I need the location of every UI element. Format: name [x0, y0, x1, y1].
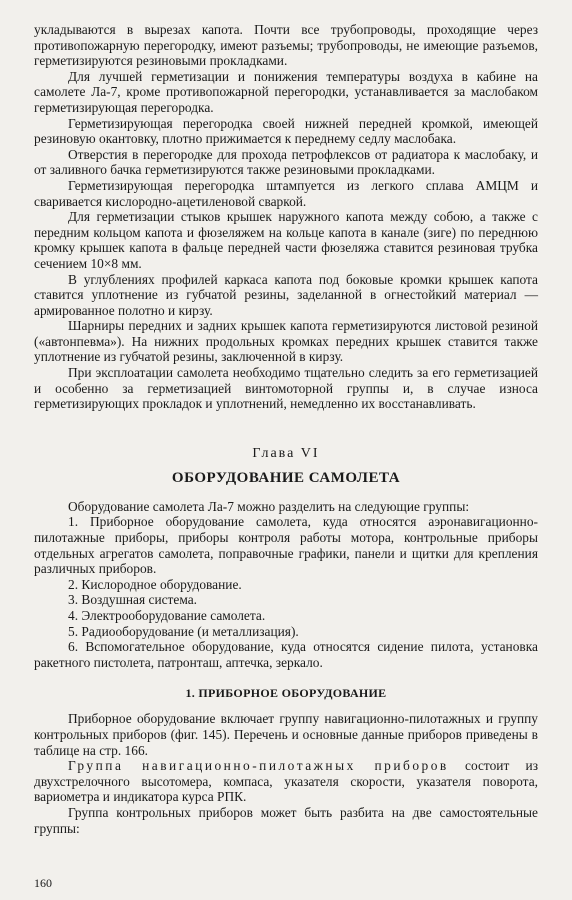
section-paragraph	[34, 758, 538, 805]
paragraph: При эксплоатации самолета необходимо тщательно следить за его герметизацией и особенно за герметизацией винтомоторной группы и, в случае износа герметизирующих прокладок и уплотнений, немедленно их восстанавливать.	[34, 365, 538, 412]
list-item: 1. Приборное оборудование самолета, куда относятся аэронавигационно-пилотажные приборы, приборы контроля работы мотора, контрольные приборы отдельных агрегатов самолета, поправочные графики, панели и щитки для крепления различных приборов.	[34, 514, 538, 577]
chapter-title: ОБОРУДОВАНИЕ САМОЛЕТА	[171, 469, 401, 486]
equipment-list	[34, 514, 538, 670]
list-item: 2. Кислородное оборудование.	[68, 576, 242, 592]
spaced-emphasis: Группа навигационно-пилотажных приборов	[68, 758, 449, 774]
list-item: 5. Радиооборудование (и металлизация).	[68, 623, 299, 639]
paragraph-text: состоит из двухстрелочного высотомера, компаса, указателя скорости, указателя поворота, вариометра и индикатора курса РПК.	[34, 758, 538, 805]
paragraph: В углублениях профилей каркаса капота под боковые кромки крышек капота ставится уплотнение из губчатой резины, заделанной в огнестойкий материал — армированное полотно и кирзу.	[34, 271, 538, 318]
paragraph: укладываются в вырезах капота. Почти все трубопроводы, проходящие через противопожарную перегородку, имеют разъемы; трубопроводы, не имеющие разъемов, герметизируются резиновыми прокладками.	[34, 22, 538, 69]
intro-paragraph: Оборудование самолета Ла-7 можно разделить на следующие группы:	[68, 498, 470, 514]
section-paragraph: Приборное оборудование включает группу навигационно-пилотажных и группу контрольных приборов (фиг. 145). Перечень и основные данные приборов приведены в таблице на стр. 166.	[34, 711, 538, 758]
paragraph: Для герметизации стыков крышек наружного капота между собою, а также с передним кольцом капота и фюзеляжем на кольце капота в канале (зиге) по переднюю кромку крышек капота в фальце передней части фюзеляжа ставится резиновая трубка сечением 10×8 мм.	[34, 209, 538, 271]
paragraph: Отверстия в перегородке для прохода петрофлексов от радиатора к маслобаку, и от заливного бачка герметизируются также резиновыми прокладками.	[34, 146, 538, 178]
paragraph: Герметизирующая перегородка своей нижней передней кромкой, имеющей резиновую окантовку, плотно прижимается к переднему седлу маслобака.	[34, 115, 538, 147]
list-item: 4. Электрооборудование самолета.	[68, 608, 266, 623]
top-text-block	[34, 22, 538, 412]
list-item: 6. Вспомогательное оборудование, куда относятся сидение пилота, установка ракетного пистолета, патронташ, аптечка, зеркало.	[34, 639, 538, 670]
page-number: 160	[34, 876, 52, 890]
list-item: 3. Воздушная система.	[68, 592, 198, 608]
paragraph: Шарниры передних и задних крышек капота герметизируются листовой резиной («автонпевма»). На нижних продольных кромках передних крышек ставится также уплотнение из губчатой резины, заключенной в кирзу.	[34, 318, 538, 365]
paragraph: Герметизирующая перегородка штампуется из легкого сплава АМЦМ и сваривается кислородно-ацетиленовой сваркой.	[34, 177, 538, 209]
paragraph: Для лучшей герметизации и понижения температуры воздуха в кабине на самолете Ла-7, кроме противопожарной перегородки, устанавливается за маслобаком герметизирующая перегородка.	[34, 68, 538, 115]
section-paragraph: Группа контрольных приборов может быть разбита на две самостоятельные группы:	[34, 804, 538, 836]
section-title: 1. ПРИБОРНОЕ ОБОРУДОВАНИЕ	[185, 686, 387, 701]
chapter-label: Глава VI	[252, 445, 320, 461]
